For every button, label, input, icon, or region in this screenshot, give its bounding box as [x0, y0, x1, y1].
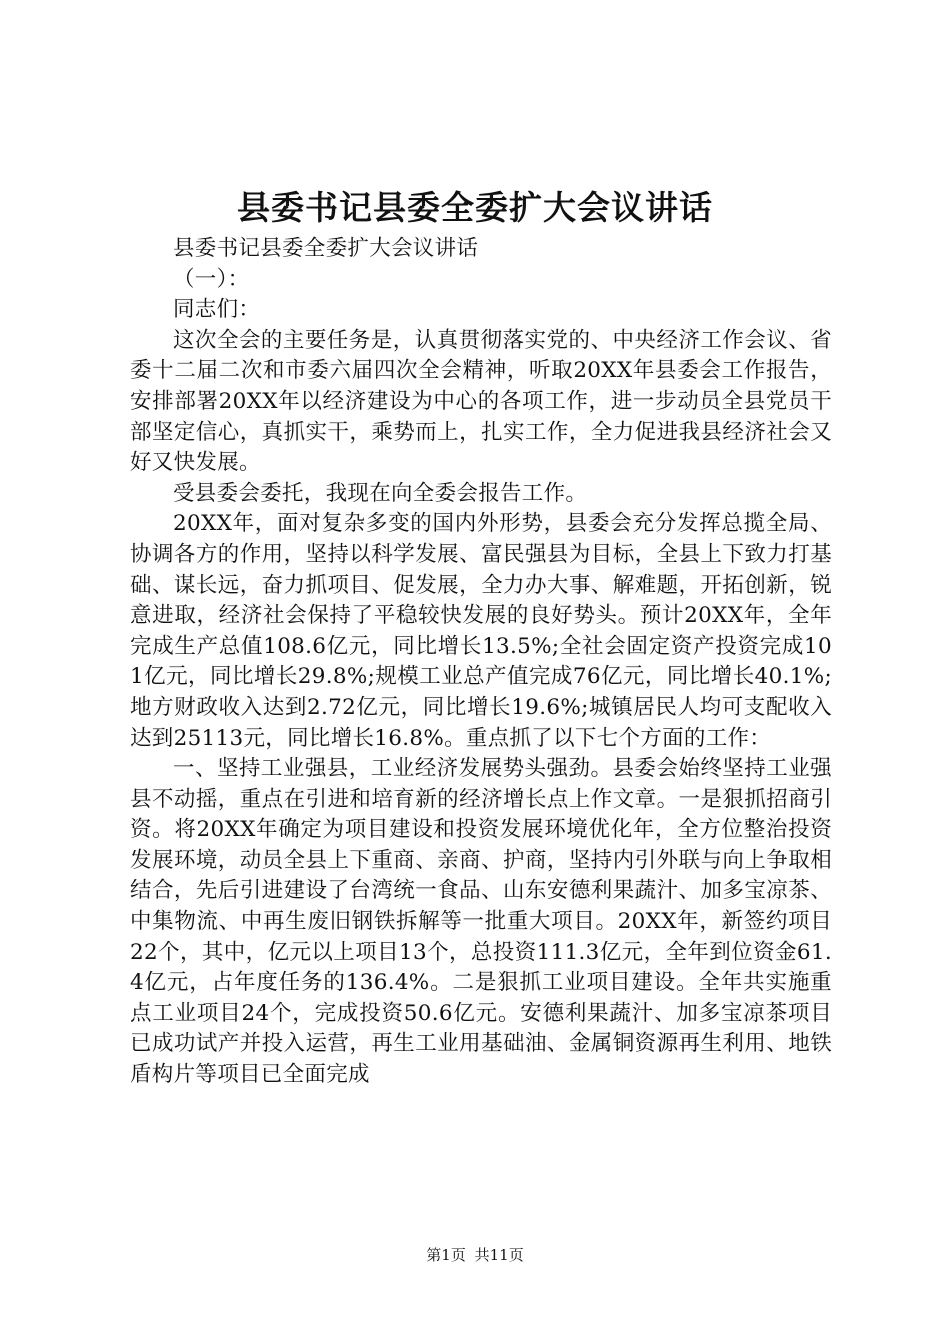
- salutation: 同志们：: [173, 297, 261, 323]
- body-paragraph: 这次全会的主要任务是，认真贯彻落实党的、中央经济工作会议、省委十二届二次和市委六届四次全会精神，听取20XX年县委会工作报告，安排部署20XX年以经济建设为中心的各项工作，进一步动员全县党员干部坚定信心，真抓实干，乘势而上，扎实工作，全力促进我县经济社会又好又快发展。: [130, 327, 832, 476]
- document-body: [130, 234, 832, 1091]
- subtitle-paragraph: 县委书记县委全委扩大会议讲话: [173, 236, 479, 261]
- body-paragraph: 20XX年，面对复杂多变的国内外形势，县委会充分发挥总揽全局、协调各方的作用，坚持以科学发展、富民强县为目标，全县上下致力打基础、谋长远，奋力抓项目、促发展，全力办大事、解难题，开拓创新，锐意进取，经济社会保持了平稳较快发展的良好势头。预计20XX年，全年完成生产总值108.6亿元，同比增长13.5%;全社会固定资产投资完成101亿元，同比增长29.8%;规模工业总产值完成76亿元，同比增长40.1%;地方财政收入达到2.72亿元，同比增长19.6%;城镇居民人均可支配收入达到25113元，同比增长16.8%。重点抓了以下七个方面的工作：: [130, 511, 832, 751]
- page-number: 第1页: [426, 1246, 466, 1264]
- section-marker: （一）：: [173, 266, 250, 292]
- body-paragraph: 受县委会委托，我现在向全委会报告工作。: [173, 480, 588, 506]
- page-footer: [0, 1244, 950, 1266]
- body-paragraph: 一、坚持工业强县，工业经济发展势头强劲。县委会始终坚持工业强县不动摇，重点在引进和培育新的经济增长点上作文章。一是狠抓招商引资。将20XX年确定为项目建设和投资发展环境优化年，全方位整治投资发展环境，动员全县上下重商、亲商、护商，坚持内引外联与向上争取相结合，先后引进建设了台湾统一食品、山东安德利果蔬汁、加多宝凉茶、中集物流、中再生废旧钢铁拆解等一批重大项目。20XX年，新签约项目22个，其中，亿元以上项目13个，总投资111.3亿元，全年到位资金61.4亿元，占年度任务的136.4%。二是狠抓工业项目建设。全年共实施重点工业项目24个，完成投资50.6亿元。安德利果蔬汁、加多宝凉茶项目已成功试产并投入运营，再生工业用基础油、金属铜资源再生利用、地铁盾构片等项目已全面完成: [130, 756, 832, 1088]
- document-title: 县委书记县委全委扩大会议讲话: [237, 188, 713, 227]
- total-pages: 共11页: [474, 1246, 524, 1264]
